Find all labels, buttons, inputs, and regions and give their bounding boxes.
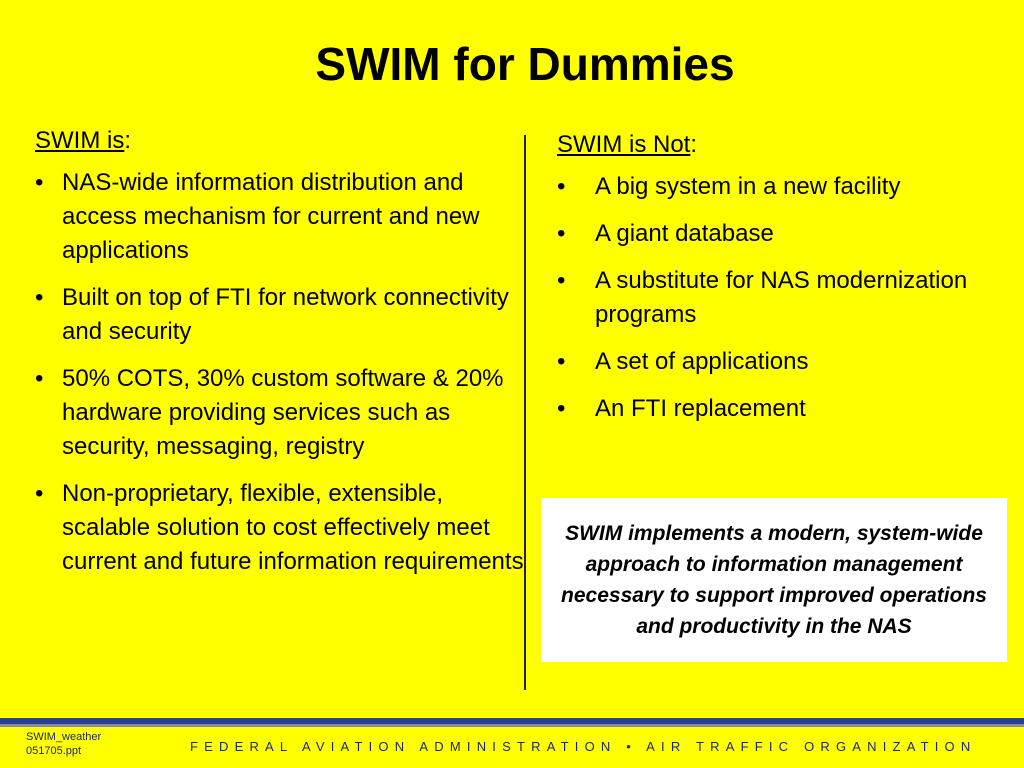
bullet-icon: • (557, 395, 566, 422)
footer-organization: FEDERAL AVIATION ADMINISTRATION • AIR TRAFFIC ORGANIZATION (190, 739, 977, 754)
bullet-icon: • (557, 173, 566, 200)
list-item (35, 477, 525, 579)
list-item-text: A big system in a new facility (595, 173, 901, 200)
bullet-icon: • (35, 169, 44, 196)
swim-is-not-heading-text: SWIM is Not (557, 131, 691, 158)
list-item-text: 50% COTS, 30% custom software & 20% hardware providing services such as security, messaging, registry (62, 365, 504, 460)
bullet-icon: • (35, 365, 44, 392)
list-item (35, 166, 525, 268)
list-item-text: A substitute for NAS modernization programs (595, 267, 968, 328)
list-item (557, 170, 1007, 204)
bullet-icon: • (557, 267, 566, 294)
list-item-text: A giant database (595, 220, 774, 247)
footer-filename-line: SWIM_weather (26, 731, 102, 743)
bullet-icon: • (35, 284, 44, 311)
slide-title: SWIM for Dummies (315, 38, 735, 90)
footer-filename (26, 730, 136, 758)
footer-rule-shadow (0, 724, 1024, 727)
list-item (557, 345, 1007, 379)
swim-is-list (35, 166, 525, 579)
swim-is-not-list (557, 170, 1007, 426)
swim-is-column (35, 126, 525, 592)
summary-callout-box (541, 498, 1007, 662)
swim-is-heading-text: SWIM is (35, 127, 125, 154)
swim-is-not-heading (557, 130, 1007, 160)
heading-colon: : (124, 127, 131, 154)
list-item-text: Non-proprietary, flexible, extensible, scalable solution to cost effectively meet current and future information requirements (62, 480, 524, 575)
list-item (35, 281, 525, 349)
swim-is-not-column (557, 130, 1007, 439)
bullet-icon: • (557, 220, 566, 247)
column-divider (524, 135, 526, 690)
heading-colon: : (690, 131, 698, 158)
summary-callout-text: SWIM implements a modern, system-wide approach to information management necessary to support improved operations and productivity in the NAS (561, 522, 987, 638)
list-item (557, 392, 1007, 426)
list-item (35, 362, 525, 464)
list-item-text: A set of applications (595, 348, 809, 375)
list-item-text: Built on top of FTI for network connectivity and security (62, 284, 509, 345)
list-item (557, 264, 1007, 332)
list-item (557, 217, 1007, 251)
list-item-text: NAS-wide information distribution and access mechanism for current and new applications (62, 169, 480, 264)
swim-is-heading (35, 126, 525, 156)
list-item-text: An FTI replacement (595, 395, 806, 422)
footer-filename-line: 051705.ppt (26, 745, 82, 757)
bullet-icon: • (557, 348, 566, 375)
bullet-icon: • (35, 480, 44, 507)
